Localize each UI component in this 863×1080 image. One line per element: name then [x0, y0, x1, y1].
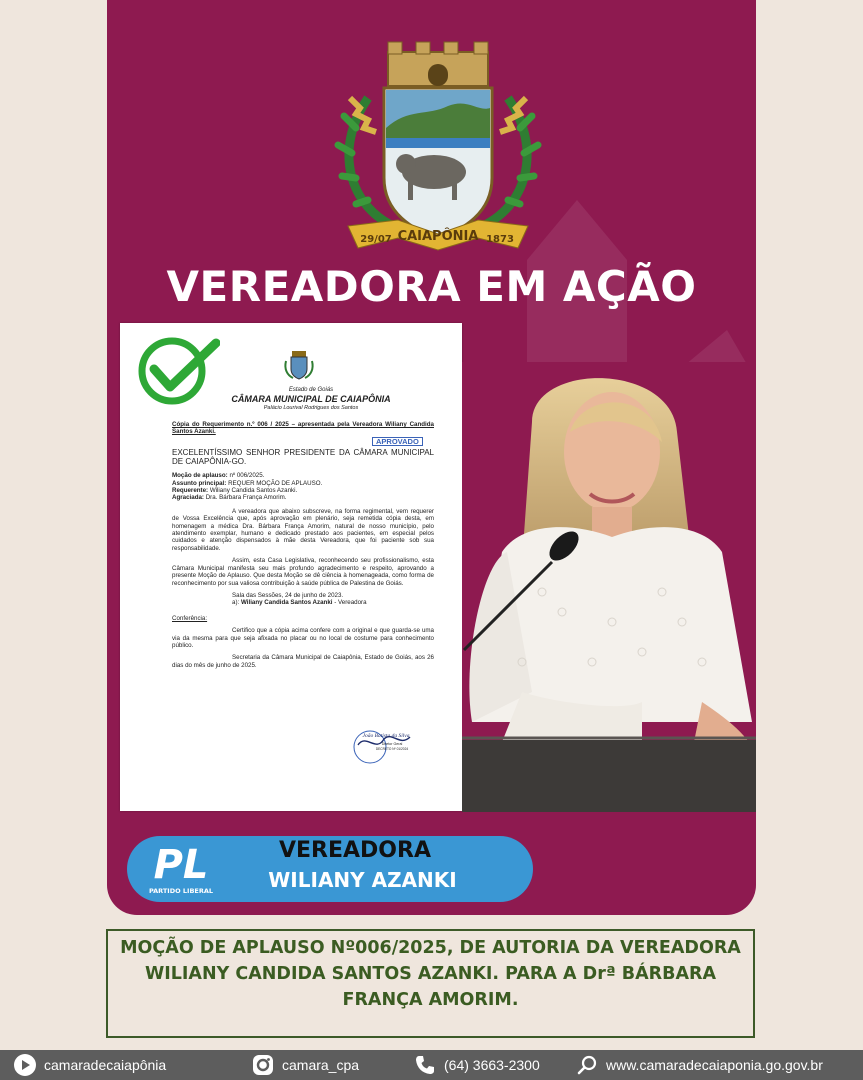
instagram-icon — [252, 1054, 274, 1076]
footer-youtube[interactable] — [14, 1050, 166, 1080]
subject-value: REQUER MOÇÃO DE APLAUSO. — [228, 479, 323, 487]
motion-value: nº 006/2025. — [229, 472, 265, 480]
document-palace: Palácio Lourival Rodrigues dos Santos — [263, 405, 359, 411]
caption-line-2: WILIANY CANDIDA SANTOS AZANKI. PARA A Drª BÁRBARA — [144, 964, 717, 984]
secretariat-text: Secretaria da Câmara Municipal de Caiapônia, Estado de Goiás, aos 26 dias do mês de junho de 2025. — [172, 654, 434, 669]
search-icon — [576, 1054, 598, 1076]
phone-icon — [414, 1054, 436, 1076]
footer-phone-label: (64) 3663-2300 — [444, 1057, 540, 1073]
footer-instagram-label: camara_cpa — [282, 1057, 360, 1073]
document-paragraph-1: A vereadora que abaixo subscreve, na forma regimental, vem requerer de Vossa Excelência que, após aprovação em plenário, seja remetida cópia desta, em homenagem a médica Dra. Bárbara França Amorim, natural de nosso município, pelo atendimento exemplar, humano e dedicado prestado aos pacientes, em especial pelos cuidados e atenção dispensados à mãe desta Vereadora, que foi paciente sob sua responsabilidade. — [172, 507, 434, 552]
document-chamber: CÂMARA MUNICIPAL DE CAIAPÔNIA — [231, 394, 391, 404]
signature-role: Diretor Geral — [381, 742, 403, 746]
signature-seal — [352, 723, 414, 771]
honoree-label: Agraciada: — [172, 494, 204, 502]
caption-box — [106, 929, 755, 1038]
document-salutation: EXCELENTÍSSIMO SENHOR PRESIDENTE DA CÂMARA MUNICIPAL DE CAIAPÔNIA-GO. — [172, 448, 434, 467]
requester-label: Requerente: — [172, 487, 209, 495]
councilwoman-name: WILIANY AZANKI — [268, 868, 457, 892]
session-date: Sala das Sessões, 24 de junho de 2023. — [232, 591, 344, 599]
approved-stamp: APROVADO — [372, 437, 423, 446]
footer-phone[interactable] — [414, 1050, 540, 1080]
footer-website[interactable] — [576, 1050, 823, 1080]
signed-prefix: a): — [232, 599, 240, 607]
pl-party-logo — [147, 838, 215, 898]
requester-value: Wiliany Candida Santos Azanki. — [209, 487, 298, 495]
councilwoman-photo — [462, 362, 756, 812]
conference-label: Conferência: — [172, 614, 208, 622]
document-crest-icon — [283, 349, 315, 381]
crest-date-left: 29/07 — [360, 234, 392, 245]
signed-suffix: - Vereadora — [334, 599, 367, 607]
motion-document — [120, 323, 462, 811]
honoree-value: Dra. Bárbara França Amorim. — [205, 494, 287, 502]
footer-youtube-label: camaradecaiapônia — [44, 1057, 167, 1073]
signature-decree: DECRETO Nº 01/2024 — [375, 747, 409, 751]
motion-label: Moção de aplauso: — [172, 472, 228, 480]
certify-text: Certifico que a cópia acima confere com a original e que guarda-se uma via da mesma para que seja afixada no placar ou no local de costume para conhecimento público. — [172, 627, 434, 649]
crest-date-right: 1873 — [486, 234, 514, 245]
crest-banner-text: CAIAPÔNIA — [397, 229, 479, 244]
document-paragraph-2: Assim, esta Casa Legislativa, reconhecendo seu profissionalismo, esta Câmara Municipal manifesta seu mais profundo agradecimento e respeito, aprovando a presente Moção de Aplauso. Que desta Moção se dê ciência à homenageada, como forma de reconhecimento por sua valiosa contribuição à saúde pública de Palestina de Goiás. — [172, 557, 434, 587]
footer-website-label: www.camaradecaiaponia.go.gov.br — [606, 1057, 823, 1073]
document-copy-line: Cópia do Requerimento n.º 006 / 2025 – apresentada pela Vereadora Wiliany Candida Santos Azanki. — [172, 421, 434, 436]
footer-instagram[interactable] — [252, 1050, 359, 1080]
document-body — [172, 421, 434, 674]
subject-label: Assunto principal: — [172, 479, 227, 487]
party-role-title: VEREADORA — [279, 838, 431, 863]
headline: VEREADORA EM AÇÃO — [166, 262, 697, 311]
signature-name: João Batista da Silva — [362, 733, 410, 739]
document-state: Estado de Goiás — [288, 387, 334, 393]
caiaponia-crest-logo — [328, 38, 548, 260]
signed-name: Wiliany Candida Santos Azanki — [240, 599, 333, 607]
footer-bar — [0, 1050, 863, 1080]
party-full-name: PARTIDO LIBERAL — [148, 887, 214, 895]
youtube-icon — [14, 1054, 36, 1076]
caption-line-1: MOÇÃO DE APLAUSO Nº006/2025, DE AUTORIA DA VEREADORA — [120, 938, 741, 958]
party-abbr: PL — [153, 842, 209, 888]
caption-line-3: FRANÇA AMORIM. — [342, 990, 519, 1010]
